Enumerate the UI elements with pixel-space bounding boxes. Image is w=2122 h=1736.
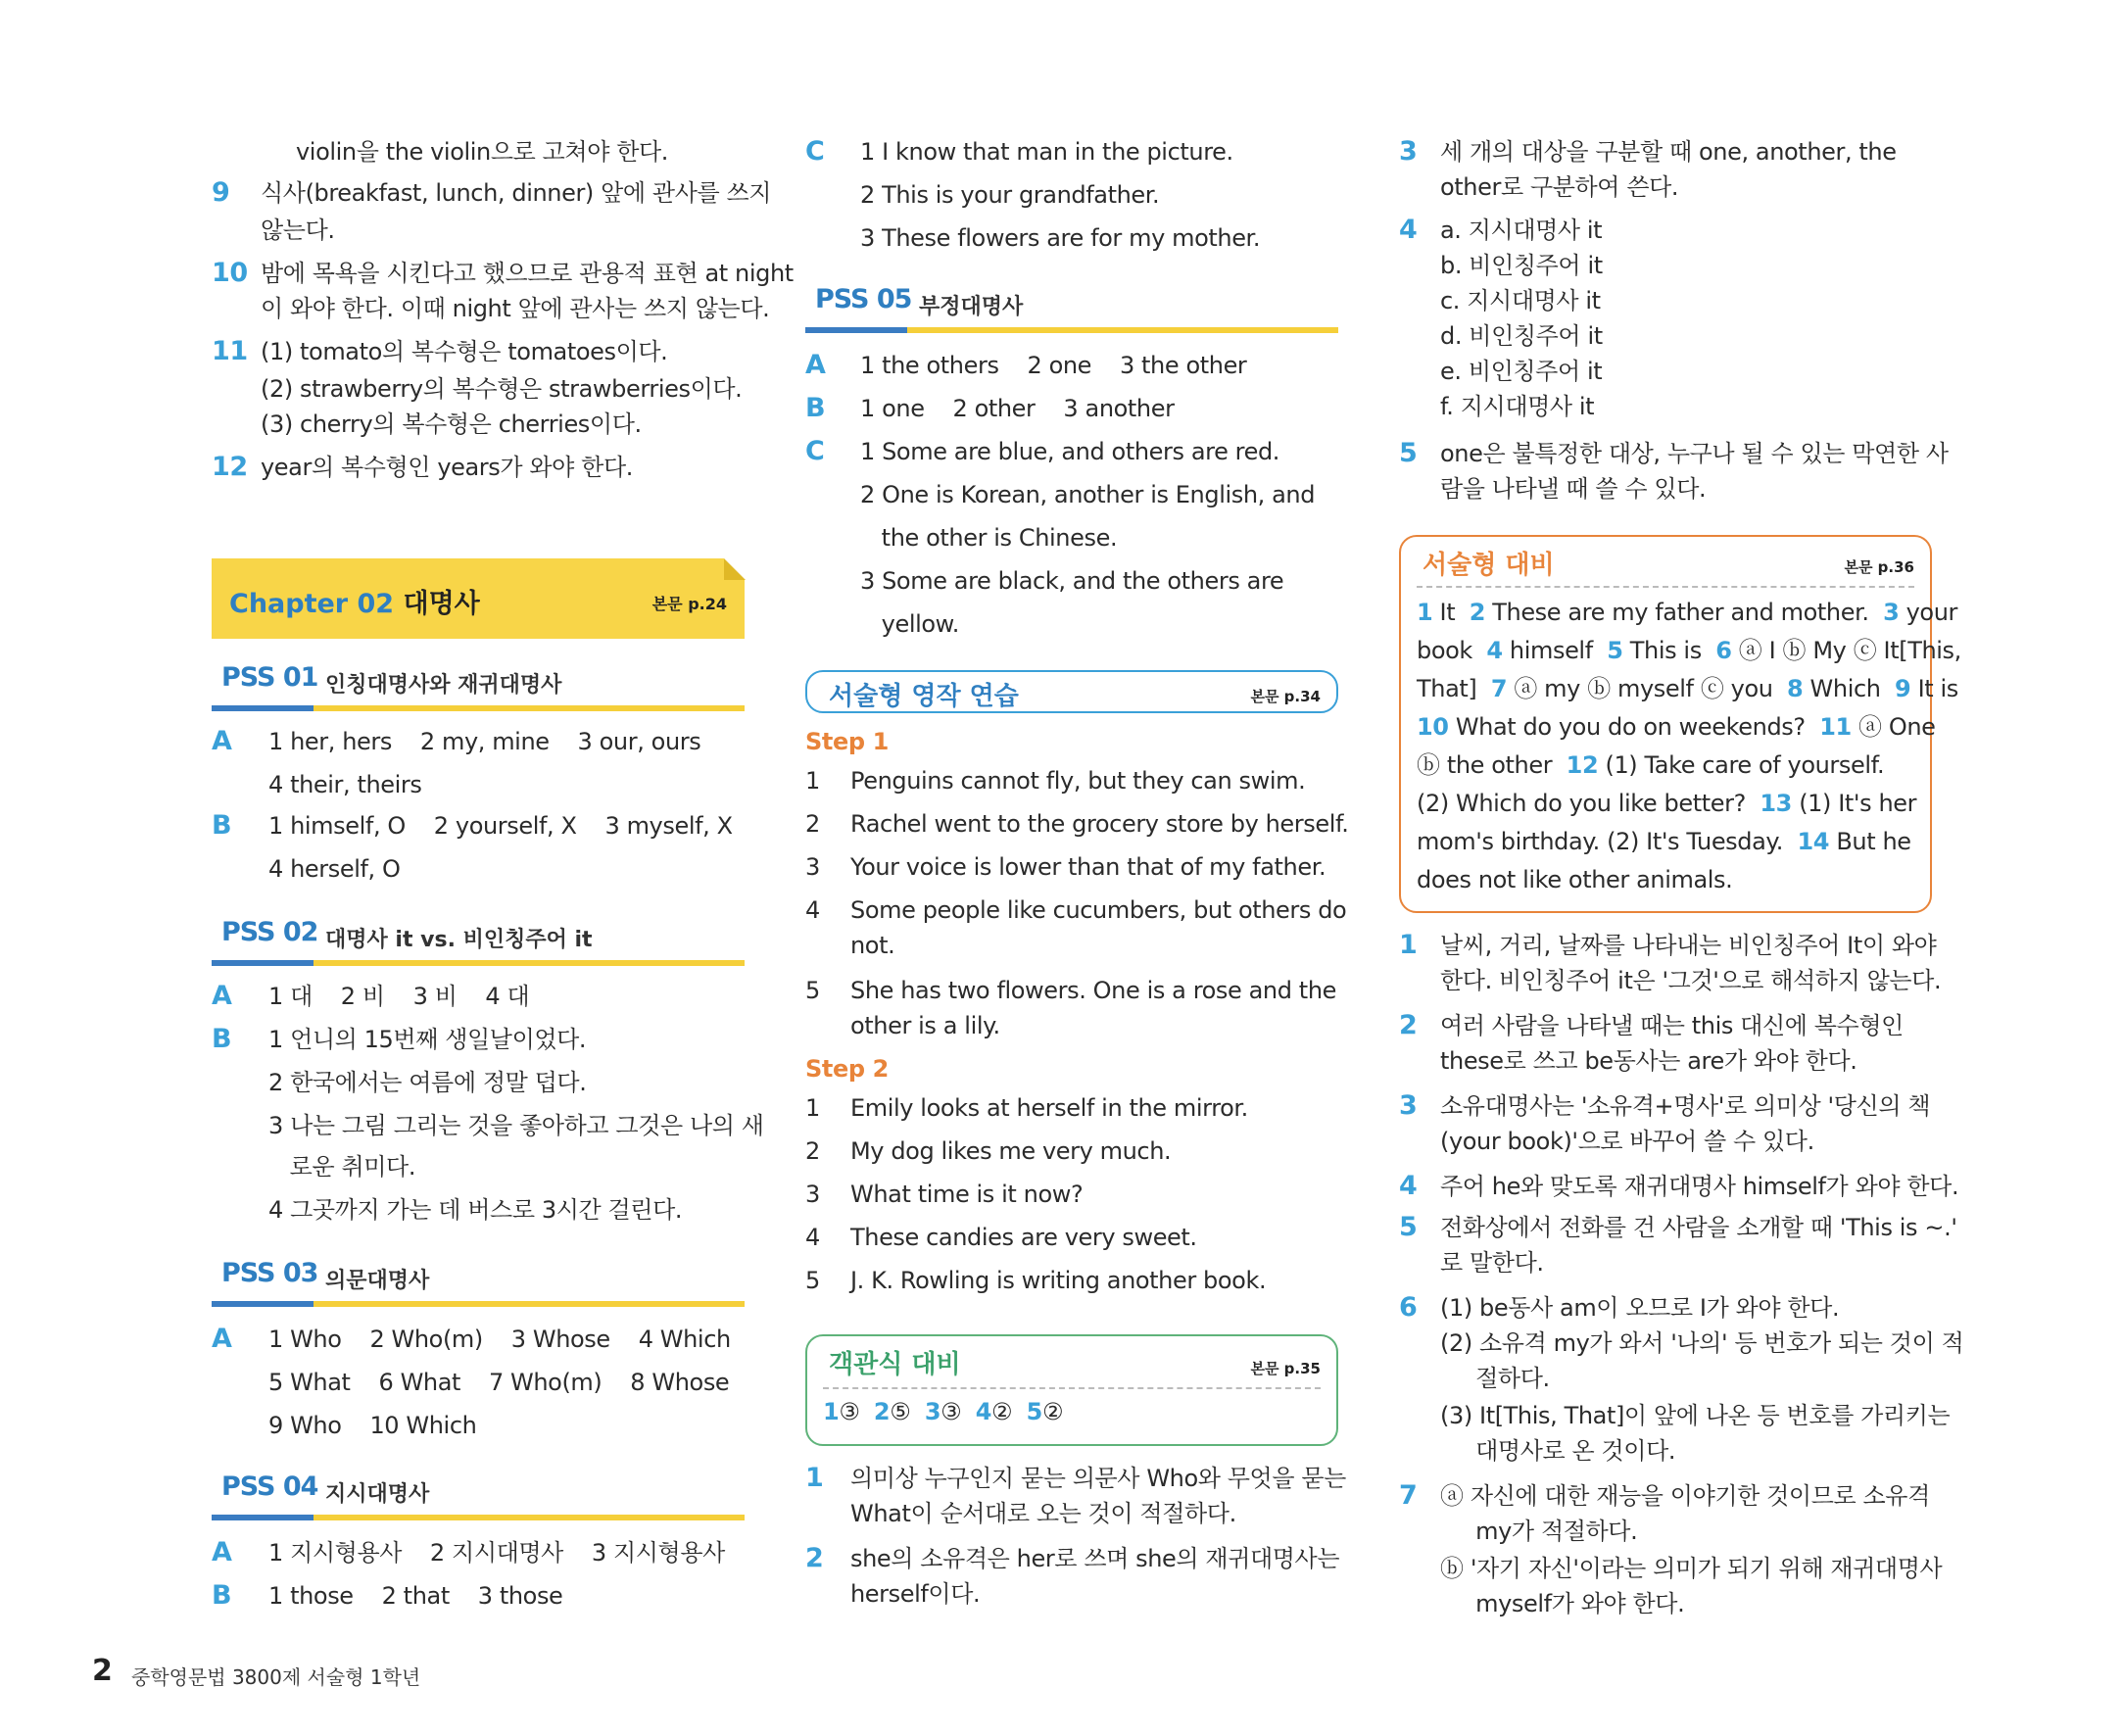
answer-line: not. [850,932,895,959]
answer-text: But he [1829,828,1911,855]
item-number: 10 [212,258,248,288]
box-page-ref: 본문 p.35 [1250,1360,1321,1377]
item-number: 1 [805,767,820,795]
text-line: What이 순서대로 오는 것이 적절하다. [850,1500,1236,1527]
answer-line: 1 지시형용사 2 지시대명사 3 지시형용사 [268,1539,725,1567]
pss-04-header [212,1471,745,1519]
section-letter-a: A [805,350,826,380]
text-line: ⓐ 자신에 대한 재능을 이야기한 것이므로 소유격 [1440,1482,1930,1510]
answer-text: ⓑ the other [1417,751,1567,779]
item-number: 2 [805,1137,820,1165]
answer-text: ⓐ One [1851,713,1936,741]
item-number: 4 [1399,1171,1418,1201]
item-number: 4 [805,896,820,924]
answer-line: 1 대 2 비 3 비 4 대 [268,983,530,1010]
text-line: (1) tomato의 복수형은 tomatoes이다. [261,338,668,365]
q-number: 11 [1819,713,1852,741]
section-letter-a: A [212,981,232,1011]
answer-line [1417,634,1961,667]
text-line: myself가 와야 한다. [1440,1590,1685,1617]
text-line: 세 개의 대상을 구분할 때 one, another, the [1440,138,1897,166]
item-number: 5 [805,1267,820,1294]
answer-line: 1 I know that man in the picture. [860,138,1233,166]
text-line: c. 지시대명사 it [1440,287,1601,314]
answer-text: What do you do on weekends? [1448,713,1820,741]
q-number: 5 [1607,637,1623,664]
answer-line: 1 the others 2 one 3 the other [860,352,1247,379]
answer-line [1417,596,1957,629]
q-number: 12 [1566,751,1599,779]
text-line: (2) strawberry의 복수형은 strawberries이다. [261,375,743,403]
item-number: 6 [1399,1292,1418,1323]
answer-line: 1 those 2 that 3 those [268,1582,563,1610]
answer-text: ⓐ my ⓑ myself ⓒ you [1507,675,1788,702]
answer-line [1417,748,1884,782]
answer-text: Which [1803,675,1896,702]
answer-line [1417,710,1936,744]
text-line: year의 복수형인 years가 와야 한다. [261,454,633,481]
item-number: 7 [1399,1480,1418,1511]
box-title: 서술형 영작 연습 [829,682,1019,711]
header-rule-yellow [907,327,1338,333]
text-line: e. 비인칭주어 it [1440,358,1603,385]
pss-title: 대명사 it vs. 비인칭주어 it [325,928,593,952]
objective-prep-box [805,1334,1338,1446]
text-line: 람을 나타낼 때 쓸 수 있다. [1440,475,1707,503]
item-number: 5 [1399,1212,1418,1242]
item-number: 4 [1399,215,1418,245]
dashed-divider [823,1387,1321,1389]
item-number: 3 [1399,1090,1418,1121]
q-number: 3 [1883,599,1900,626]
text-line: (1) be동사 am이 오므로 I가 와야 한다. [1440,1294,1840,1322]
text-line: 식사(breakfast, lunch, dinner) 앞에 관사를 쓰지 [261,179,772,207]
answer-text: mom's birthday. (2) It's Tuesday. [1417,828,1798,855]
text-line: 한다. 비인칭주어 it은 '그것'으로 해석하지 않는다. [1440,967,1942,994]
answer-line: other is a lily. [850,1012,1000,1039]
q-number: 14 [1797,828,1830,855]
box-title: 서술형 대비 [1423,551,1555,580]
header-rule-blue [805,327,907,333]
item-number: 2 [1399,1010,1418,1040]
pss-code: PSS 05 [815,284,912,314]
page-fold-corner [724,558,746,580]
answer-text: It is [1910,675,1958,702]
pss-title: 의문대명사 [325,1269,430,1293]
q-answer: ② [991,1398,1013,1425]
q-number: 1 [1417,599,1433,626]
item-number: 5 [805,977,820,1004]
text-line: a. 지시대명사 it [1440,217,1603,244]
q-number: 3 [924,1398,941,1425]
q-number: 7 [1490,675,1508,702]
answer-line: 9 Who 10 Which [268,1412,477,1439]
item-number: 2 [805,1543,824,1573]
section-letter-c: C [805,136,825,167]
pss-code: PSS 01 [221,662,318,693]
text-line: other로 구분하여 쓴다. [1440,173,1679,201]
answer-line: 1 her, hers 2 my, mine 3 our, ours [268,728,701,755]
pss-code: PSS 02 [221,917,318,947]
text-line: 이 와야 한다. 이때 night 앞에 관사는 쓰지 않는다. [261,295,770,322]
q-answer: ⑤ [890,1398,911,1425]
answer-text: This is [1622,637,1716,664]
answer-text: ⓐ I ⓑ My ⓒ It[This, [1731,637,1961,664]
answer-line [1417,787,1916,820]
answer-text: book [1417,637,1487,664]
answer-line: 2 One is Korean, another is English, and [860,481,1316,508]
q-number: 2 [873,1398,891,1425]
answer-text: (1) It's her [1791,790,1917,817]
answer-line: 1 himself, O 2 yourself, X 3 myself, X [268,812,733,840]
answer-line: the other is Chinese. [860,524,1118,552]
answer-line: Your voice is lower than that of my father. [850,853,1326,881]
answer-text: That] [1417,675,1491,702]
text-line: these로 쓰고 be동사는 are가 와야 한다. [1440,1047,1857,1075]
section-letter-b: B [212,1580,232,1611]
item-number: 3 [1399,136,1418,167]
header-rule-blue [212,705,313,711]
pss-title: 부정대명사 [919,295,1024,319]
item-number: 1 [1399,930,1418,960]
section-letter-a: A [212,1537,232,1567]
pss-01-header [212,662,745,709]
text-line: 소유대명사는 '소유격+명사'로 의미상 '당신의 책 [1440,1092,1931,1120]
pss-02-header [212,917,745,964]
q-answer: ② [1041,1398,1064,1425]
text-line: 의미상 누구인지 묻는 의문사 Who와 무엇을 묻는 [850,1465,1346,1492]
chapter-label: Chapter 02 [229,589,395,619]
text-line: one은 불특정한 대상, 누구나 될 수 있는 막연한 사 [1440,440,1949,467]
text-line: violin을 the violin으로 고쳐야 한다. [296,138,669,166]
q-number: 1 [823,1398,840,1425]
answer-line: 3 Some are black, and the others are [860,567,1284,595]
item-number: 1 [805,1094,820,1122]
item-number: 9 [212,177,230,208]
text-line: (2) 소유격 my가 와서 '나의' 등 번호가 되는 것이 적 [1440,1329,1964,1357]
q-number: 9 [1895,675,1911,702]
box-page-ref: 본문 p.36 [1844,558,1914,576]
section-letter-c: C [805,436,825,466]
q-number: 5 [1026,1398,1042,1425]
answer-line: 3 These flowers are for my mother. [860,224,1261,252]
answer-line: 3 나는 그림 그리는 것을 좋아하고 그것은 나의 새 [268,1112,764,1139]
answer-line: 5 What 6 What 7 Who(m) 8 Whose [268,1369,730,1396]
answer-text: your [1899,599,1957,626]
answer-line: 1 Some are blue, and others are red. [860,438,1280,465]
answer-line: Penguins cannot fly, but they can swim. [850,767,1306,795]
item-number: 3 [805,1181,820,1208]
text-line: 날씨, 거리, 날짜를 나타내는 비인칭주어 It이 와야 [1440,932,1937,959]
answer-line: What time is it now? [850,1181,1084,1208]
pss-code: PSS 03 [221,1258,318,1288]
q-number: 13 [1760,790,1792,817]
box-page-ref: 본문 p.34 [1250,688,1321,705]
q-answer: ③ [839,1398,860,1425]
text-line: she의 소유격은 her로 쓰며 she의 재귀대명사는 [850,1545,1340,1572]
pss-title: 인칭대명사와 재귀대명사 [325,673,562,698]
text-line: 밤에 목욕을 시킨다고 했으므로 관용적 표현 at night [261,260,794,287]
answer-line: J. K. Rowling is writing another book. [850,1267,1267,1294]
q-answer: ③ [940,1398,962,1425]
pss-code: PSS 04 [221,1471,318,1502]
text-line: 로 말한다. [1440,1249,1544,1277]
answer-text: These are my father and mother. [1485,599,1884,626]
answer-line: 4 herself, O [268,855,401,883]
answer-line: She has two flowers. One is a rose and the [850,977,1336,1004]
text-line: d. 비인칭주어 it [1440,322,1603,350]
step-2-label: Step 2 [805,1055,889,1083]
pss-03-header [212,1258,745,1305]
q-number: 6 [1715,637,1732,664]
section-letter-b: B [212,1024,232,1054]
answer-line: 로운 취미다. [268,1153,416,1181]
item-number: 5 [1399,438,1418,468]
answer-text: himself [1502,637,1608,664]
step-1-label: Step 1 [805,728,889,755]
answer-line: 1 one 2 other 3 another [860,395,1175,422]
text-line: (3) It[This, That]이 앞에 나온 등 번호를 가리키는 [1440,1402,1951,1429]
header-rule-blue [212,960,313,966]
header-rule-blue [212,1515,313,1520]
section-letter-b: B [212,810,232,841]
section-letter-b: B [805,393,826,423]
chapter-banner [212,558,745,639]
answer-line: 1 Who 2 Who(m) 3 Whose 4 Which [268,1326,731,1353]
answer-line: 4 their, theirs [268,771,422,798]
text-line: 않는다. [261,217,335,244]
dashed-divider [1417,586,1914,588]
q-number: 4 [1486,637,1503,664]
descriptive-prep-box [1399,535,1961,913]
q-number: 2 [1469,599,1486,626]
answer-line: 4 그곳까지 가는 데 버스로 3시간 걸린다. [268,1196,683,1224]
answer-text: (2) Which do you like better? [1417,790,1760,817]
answer-text: It [1432,599,1470,626]
text-line: 전화상에서 전화를 건 사람을 소개할 때 'This is ~.' [1440,1214,1957,1241]
text-line: 여러 사람을 나타낼 때는 this 대신에 복수형인 [1440,1012,1904,1039]
answer-line: Rachel went to the grocery store by herself. [850,810,1349,838]
text-line: herself이다. [850,1580,981,1608]
text-line: f. 지시대명사 it [1440,393,1595,420]
text-line: b. 비인칭주어 it [1440,252,1603,279]
text-line: (your book)'으로 바꾸어 쓸 수 있다. [1440,1128,1814,1155]
item-number: 11 [212,336,248,366]
q-number: 4 [975,1398,992,1425]
q-number: 8 [1787,675,1804,702]
item-number: 4 [805,1224,820,1251]
answer-line [1417,672,1958,705]
section-letter-a: A [212,1324,232,1354]
item-number: 1 [805,1463,824,1493]
answer-line: 2 한국에서는 여름에 정말 덥다. [268,1069,587,1096]
text-line: my가 적절하다. [1440,1518,1638,1545]
answer-line: These candies are very sweet. [850,1224,1197,1251]
text-line: 주어 he와 맞도록 재귀대명사 himself가 와야 한다. [1440,1173,1959,1200]
answer-line: Some people like cucumbers, but others do [850,896,1347,924]
item-number: 3 [805,853,820,881]
item-number: 12 [212,452,248,482]
answer-text: does not like other animals. [1417,866,1733,893]
header-rule-blue [212,1301,313,1307]
answer-line [1417,863,1732,896]
answer-line: Emily looks at herself in the mirror. [850,1094,1248,1122]
answer-line: 1 언니의 15번째 생일날이었다. [268,1026,587,1053]
answer-line: My dog likes me very much. [850,1137,1172,1165]
q-number: 10 [1417,713,1449,741]
answer-line [1417,825,1911,858]
section-letter-a: A [212,726,232,756]
answer-line: 2 This is your grandfather. [860,181,1160,209]
pss-title: 지시대명사 [325,1482,430,1507]
text-line: (3) cherry의 복수형은 cherries이다. [261,410,642,438]
chapter-title [229,582,480,620]
header-rule-yellow [313,1515,745,1520]
text-line: 대명사로 온 것이다. [1440,1437,1676,1465]
objective-answers [823,1395,1063,1428]
writing-practice-header [805,670,1338,713]
chapter-name: 대명사 [403,589,480,619]
book-title: 중학영문법 3800제 서술형 1학년 [131,1665,421,1689]
page-number: 2 [92,1654,113,1688]
chapter-page-ref: 본문 p.24 [651,595,727,613]
answer-line: yellow. [860,610,959,638]
pss-05-header [805,284,1338,331]
answer-text: (1) Take care of yourself. [1598,751,1885,779]
text-line: ⓑ '자기 자신'이라는 의미가 되기 위해 재귀대명사 [1440,1555,1943,1582]
text-line: 절하다. [1440,1365,1550,1392]
box-title: 객관식 대비 [829,1350,961,1379]
header-rule-yellow [313,705,745,711]
header-rule-yellow [313,1301,745,1307]
header-rule-yellow [313,960,745,966]
item-number: 2 [805,810,820,838]
